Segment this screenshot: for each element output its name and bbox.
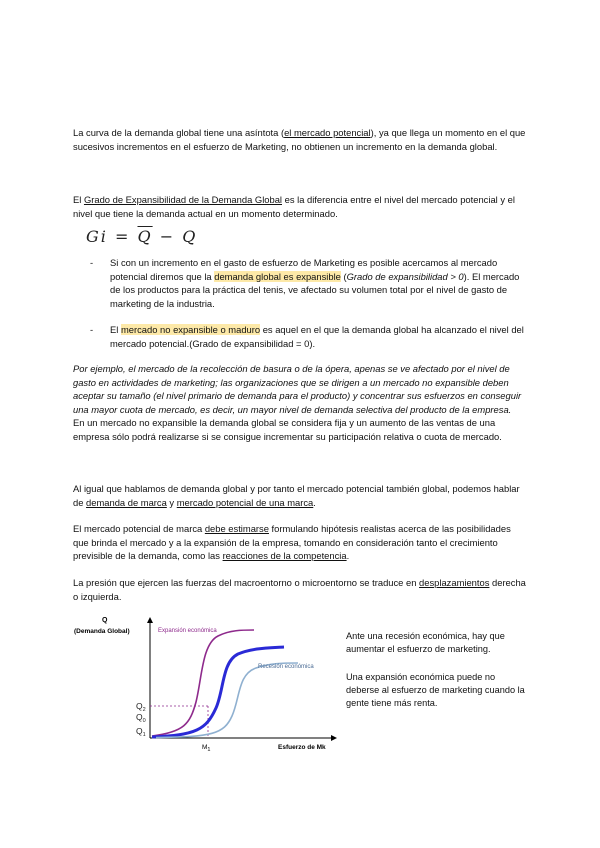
italic-grado: Grado de expansibilidad > 0 [346,270,464,282]
formula-minus: − [152,227,183,246]
link-mercado-potencial-marca[interactable]: mercado potencial de una marca [176,496,314,508]
y-axis-label: (Demanda Global) [74,628,130,635]
text-run: . [346,550,350,562]
text-run: El [110,324,121,335]
formula-lhs: Gi [86,227,108,246]
link-desplazamientos[interactable]: desplazamientos [419,577,490,588]
text-run: El [73,194,84,205]
paragraph-presion [73,576,528,603]
formula-equals: = [107,227,138,246]
text-run: La curva de la demanda global tiene una asíntota ( [73,127,285,138]
formula-q-bar: $\overline{Q}$ [137,227,153,246]
y-tick-q0: $Q_0$ [136,712,146,724]
link-mercado-potencial[interactable]: el mercado potencial [284,127,371,138]
italic-ejemplo: Por ejemplo, el mercado de la recolección de basura o de la ópera, apenas se ve afectado por el nivel de gasto en actividades de marketing; las organizaciones que se dirigen a un mercado no expansible deben aceptar su tamaño (el nivel primario de demanda para el producto) y concentrar sus esfuerzos en conseguir una mayor cuota de mercado, es decir, un mayor nivel de demanda selectiva del producto de la empresa. [73,363,522,415]
text-run: formulando hipótesis realistas acerca de las posibilidades que brinda el mercado y a la expansión de la empresa, tomando en consideración tanto el crecimiento previsible de la demanda, como las [73,523,511,562]
formula-gi [86,227,197,246]
paragraph-demanda-marca [73,482,528,509]
paragraph-grado-expansibilidad [73,193,528,220]
formula-q: Q [182,227,198,246]
text-run: La presión que ejercen las fuerzas del macroentorno o microentorno se traduce en [73,577,420,588]
label-expansion: Expansión económica [158,628,217,634]
side-note-expansion: Una expansión económica puede no deberse al esfuerzo de marketing cuando la gente tiene más renta. [346,672,525,709]
text-run: El mercado potencial de marca [73,523,205,534]
link-demanda-marca[interactable]: demanda de marca [86,496,167,508]
bullet-no-expansible [110,323,528,350]
text-run: Si con un incremento en el gasto de esfuerzo de Marketing es posible acercamos al mercado potencial diremos que la [110,257,498,282]
bullet-dash: - [90,257,94,268]
demand-shift-figure [72,612,340,760]
paragraph-ejemplo [73,362,528,444]
y-tick-q2: $Q_2$ [136,701,146,713]
text-run: ), ya que llega un momento en el que sucesivos incrementos en el esfuerzo de Marketing, no obtienen un incremento en la demanda global. [73,127,526,152]
side-note-recesion: Ante una recesión económica, hay que aumentar el esfuerzo de marketing. [346,631,505,655]
link-debe-estimarse[interactable]: debe estimarse [204,523,269,534]
bullet-expansible [110,256,528,310]
highlight-mercado-maduro: mercado no expansible o maduro [120,324,261,335]
label-recession: Recesión económica [258,664,314,670]
text-run: ). El mercado de los productos para la práctica del tenis, ve afectado su volumen total por el nivel de gasto de marketing de la industria. [110,270,520,309]
text-run: es aquel en el que la demanda global ha alcanzado el nivel del mercado potencial.(Grado de expansibilidad = 0). [110,324,524,349]
paragraph-asintota [73,126,528,153]
text-run: es la diferencia entre el nivel del mercado potencial y el nivel que tiene la demanda actual en un momento determinado. [73,194,515,219]
text-run: ( [340,270,347,282]
curve-recession [156,663,298,738]
text-run: En un mercado no expansible la demanda global se considera fija y un aumento de las ventas de una empresa sólo podrá realizarse si se consigue incrementar su participación relativa o cuota de mercado. [73,417,502,442]
text-run: . [313,496,316,508]
bullet-dash: - [90,324,94,335]
curve-base [152,647,284,737]
y-axis-symbol: Q [102,617,108,624]
x-tick-m1: $M_1$ [202,744,211,753]
highlight-demanda-expansible: demanda global es expansible [214,270,341,282]
text-run: derecha o izquierda. [73,577,526,602]
paragraph-potencial-marca [73,522,528,563]
y-tick-q1: $Q_1$ [136,726,146,738]
text-run: y [166,496,177,508]
text-run: Al igual que hablamos de demanda global y por tanto el mercado potencial también global, podemos hablar de [73,483,520,508]
x-axis-label: Esfuerzo de Mk [278,744,326,751]
link-grado-expansibilidad[interactable]: Grado de Expansibilidad de la Demanda Global [83,194,282,205]
curve-expansion [152,630,254,736]
link-reacciones-competencia[interactable]: reacciones de la competencia [222,550,347,562]
